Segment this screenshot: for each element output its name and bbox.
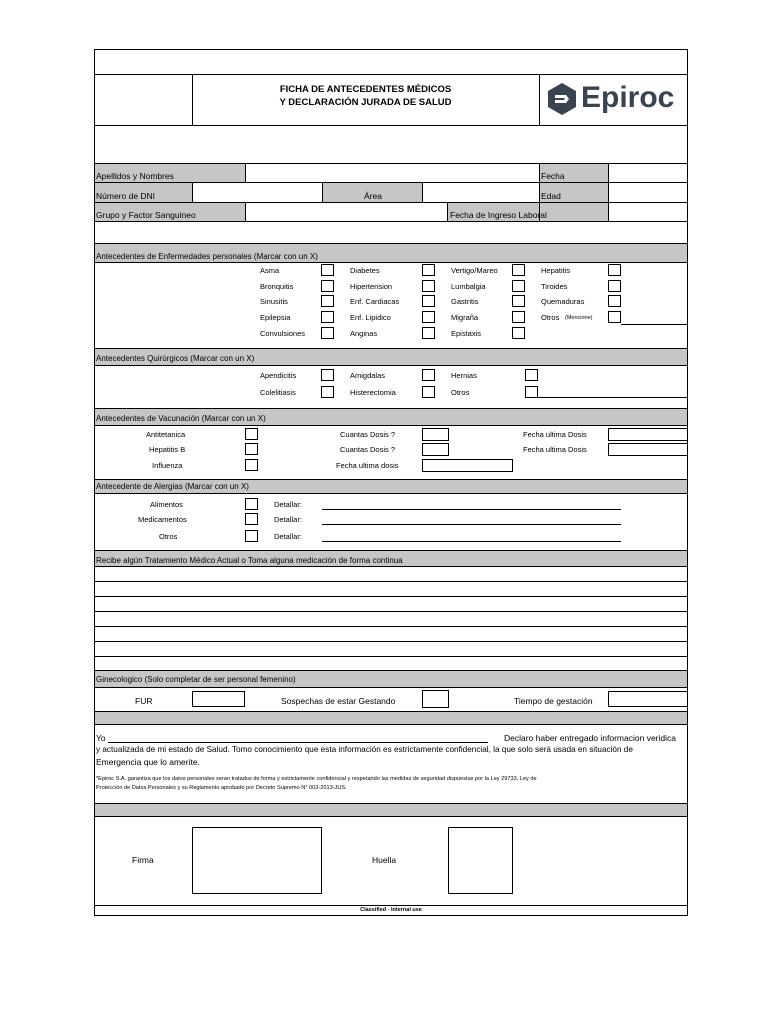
section-header-bg — [95, 712, 687, 724]
grupo-label: Grupo y Factor Sanguineo — [96, 210, 196, 220]
form-title-line2: Y DECLARACIÓN JURADA DE SALUD — [279, 97, 452, 108]
sospechas-checkbox[interactable] — [422, 690, 449, 708]
otros-enf-checkbox[interactable] — [608, 311, 621, 323]
quirurgicos-title: Antecedentes Quirúrgicos (Marcar con un X) — [96, 354, 255, 363]
area-field[interactable] — [423, 183, 538, 201]
legal-line1: *Epiroc S.A. garantiza que los datos personales seran tratados de forma y estrictamente confidencial y respetando las medidas de seguridad dispuestas por la Ley 29733, Ley de — [96, 776, 537, 782]
vaccine-label: Hepatitis B — [149, 445, 186, 454]
ingreso-label: Fecha de Ingreso Laboral — [450, 210, 547, 220]
anginas-checkbox[interactable] — [422, 327, 435, 339]
otros-quir-line[interactable] — [538, 397, 687, 398]
detallar-line[interactable] — [322, 541, 621, 542]
detallar-label: Detallar: — [274, 532, 302, 541]
edad-label: Edad — [541, 191, 561, 201]
fecha-field[interactable] — [609, 164, 687, 181]
section-header-bg — [95, 804, 687, 816]
huella-box[interactable] — [448, 827, 513, 894]
tratamiento-line[interactable] — [94, 611, 688, 612]
otros-quir-checkbox[interactable] — [525, 386, 538, 398]
surgery-label: Histerectomia — [350, 388, 396, 397]
tratamiento-line[interactable] — [94, 656, 688, 657]
firma-label: Firma — [132, 855, 154, 865]
disease-label: Enf. Cardiacas — [350, 297, 400, 306]
colelitiasis-checkbox[interactable] — [321, 386, 334, 398]
disease-label: Sinusitis — [260, 297, 288, 306]
section-line — [94, 262, 688, 263]
tratamiento-title: Recibe algún Tratamiento Médico Actual o Toma alguna medicación de forma continua — [96, 556, 403, 565]
disease-label: Anginas — [350, 329, 378, 338]
area-label: Área — [364, 191, 382, 201]
epilepsia-checkbox[interactable] — [321, 311, 334, 323]
allergy-label: Otros — [159, 532, 178, 541]
antitetanica-fecha-input[interactable] — [608, 428, 688, 441]
tiempo-input[interactable] — [608, 691, 688, 707]
header-divider-right — [539, 74, 540, 125]
convulsiones-checkbox[interactable] — [321, 327, 334, 339]
disease-label: Migraña — [451, 313, 479, 322]
lumbalgia-checkbox[interactable] — [512, 280, 525, 292]
fur-input[interactable] — [192, 691, 245, 707]
surgery-label: Apendicitis — [260, 371, 297, 380]
disease-label: Epilepsia — [260, 313, 291, 322]
sospechas-label: Sospechas de estar Gestando — [281, 696, 396, 706]
hepatitis-checkbox[interactable] — [608, 264, 621, 276]
row-line — [94, 182, 688, 183]
sinusitis-checkbox[interactable] — [321, 295, 334, 307]
histerectomia-checkbox[interactable] — [422, 386, 435, 398]
mencione-note: (Mencione) — [565, 315, 593, 321]
enfermedades-title: Antecedentes de Enfermedades personales (Marcar con un X) — [96, 252, 318, 261]
influenza-fecha-input[interactable] — [422, 459, 513, 472]
fur-label: FUR — [135, 696, 153, 706]
dni-label: Número de DNI — [96, 191, 156, 201]
edad-field[interactable] — [609, 183, 687, 201]
fecha-label: Fecha — [541, 171, 565, 181]
detallar-label: Detallar: — [274, 500, 302, 509]
ingreso-field[interactable] — [609, 203, 687, 220]
tratamiento-line[interactable] — [94, 626, 688, 627]
form-title-line1: FICHA DE ANTECEDENTES MÉDICOS — [279, 84, 452, 95]
disease-label: Hepatitis — [541, 266, 571, 275]
epiroc-logo — [543, 80, 685, 118]
disease-label: Hipertension — [350, 282, 393, 291]
alergias-title: Antecedente de Alergias (Marcar con un X) — [96, 482, 249, 491]
surgery-label: Otros — [451, 388, 470, 397]
allergy-label: Medicamentos — [138, 515, 187, 524]
disease-label: Otros — [541, 313, 560, 322]
epiroc-logo-icon — [544, 81, 580, 117]
tiempo-label: Tiempo de gestación — [514, 696, 593, 706]
header-bottom-line — [94, 125, 688, 126]
declaracion-line2: y actualizada de mi estado de Salud. Tomo conocimiento que esta información es estrictamente confidencial, la que solo será usada en situación de — [96, 745, 633, 754]
dosis-label: Cuantas Dosis ? — [340, 430, 396, 439]
migrana-checkbox[interactable] — [512, 311, 525, 323]
allergy-label: Alimentos — [150, 500, 183, 509]
section-line — [94, 566, 688, 567]
amigdalas-checkbox[interactable] — [422, 369, 435, 381]
hipertension-checkbox[interactable] — [422, 280, 435, 292]
enf-lipidico-checkbox[interactable] — [422, 311, 435, 323]
section-line — [94, 493, 688, 494]
cell-line — [322, 182, 323, 202]
tiroides-checkbox[interactable] — [608, 280, 621, 292]
disease-label: Convulsiones — [260, 329, 306, 338]
section-line — [94, 425, 688, 426]
header-top-line — [94, 74, 688, 75]
huella-label: Huella — [372, 855, 397, 865]
disease-label: Lumbalgia — [451, 282, 486, 291]
otros-line[interactable] — [621, 324, 687, 325]
section-line — [94, 816, 688, 817]
vaccine-label: Influenza — [152, 461, 183, 470]
ultima-dosis-label: Fecha ultima Dosis — [523, 430, 587, 439]
firma-box[interactable] — [192, 827, 322, 894]
logo-text: Epiroc — [581, 81, 675, 114]
disease-label: Asma — [260, 266, 280, 275]
nombres-label: Apellidos y Nombres — [96, 171, 174, 181]
nombres-field[interactable] — [246, 164, 538, 181]
nombre-declarante-line[interactable] — [108, 742, 488, 743]
dni-field[interactable] — [193, 183, 321, 201]
vacunacion-title: Antecedentes de Vacunación (Marcar con un X) — [96, 414, 266, 423]
ultima-dosis-label: Fecha ultima Dosis — [523, 445, 587, 454]
tratamiento-line[interactable] — [94, 581, 688, 582]
antitetanica-checkbox[interactable] — [245, 428, 258, 440]
tratamiento-line[interactable] — [94, 641, 688, 642]
disease-label: Bronquitis — [260, 282, 294, 291]
ginecologico-title: Ginecologico (Solo completar de ser personal femenino) — [96, 675, 296, 684]
epistaxis-checkbox[interactable] — [512, 327, 525, 339]
diabetes-checkbox[interactable] — [422, 264, 435, 276]
classification-label: Classified - Internal use — [360, 907, 422, 913]
disease-label: Epistaxis — [451, 329, 482, 338]
antitetanica-dosis-input[interactable] — [422, 428, 449, 441]
disease-label: Vertigo/Mareo — [451, 266, 498, 275]
asma-checkbox[interactable] — [321, 264, 334, 276]
medicamentos-checkbox[interactable] — [245, 513, 258, 525]
hernias-checkbox[interactable] — [525, 369, 538, 381]
gastritis-checkbox[interactable] — [512, 295, 525, 307]
disease-label: Enf. Lipidico — [350, 313, 391, 322]
otros-alergia-checkbox[interactable] — [245, 530, 258, 542]
detallar-line[interactable] — [322, 509, 621, 510]
dosis-label: Cuantas Dosis ? — [340, 445, 396, 454]
surgery-label: Hernias — [451, 371, 477, 380]
disease-label: Gastritis — [451, 297, 479, 306]
enf-cardiacas-checkbox[interactable] — [422, 295, 435, 307]
surgery-label: Amigdalas — [350, 371, 386, 380]
alimentos-checkbox[interactable] — [245, 498, 258, 510]
hepatitis-b-checkbox[interactable] — [245, 443, 258, 455]
detallar-label: Detallar: — [274, 515, 302, 524]
ultima-dosis-label: Fecha ultima dosis — [336, 461, 399, 470]
disease-label: Diabetes — [350, 266, 380, 275]
surgery-label: Colelitiasis — [260, 388, 296, 397]
section-line — [94, 724, 688, 725]
bronquitis-checkbox[interactable] — [321, 280, 334, 292]
cell-line — [447, 202, 448, 221]
quemaduras-checkbox[interactable] — [608, 295, 621, 307]
vaccine-label: Antitetanica — [146, 430, 186, 439]
grupo-field[interactable] — [246, 203, 446, 220]
section-line — [94, 365, 688, 366]
footer-line — [94, 905, 688, 906]
disease-label: Tiroides — [541, 282, 568, 291]
legal-line2: Protección de Datos Personales y su Reglamento aprobado por Decreto Supremo N° 003-2013-JUS. — [96, 785, 347, 791]
hepatitis-dosis-input[interactable] — [422, 443, 449, 456]
influenza-checkbox[interactable] — [245, 459, 258, 471]
vertigo-checkbox[interactable] — [512, 264, 525, 276]
apendicitis-checkbox[interactable] — [321, 369, 334, 381]
section-line — [94, 687, 688, 688]
tratamiento-line[interactable] — [94, 596, 688, 597]
declaracion-line3: Emergencia que lo amerite. — [96, 757, 200, 767]
disease-label: Quemaduras — [541, 297, 585, 306]
hepatitis-fecha-input[interactable] — [608, 443, 688, 456]
detallar-line[interactable] — [322, 524, 621, 525]
declaracion-line1: Declaro haber entregado informacion veridica — [504, 733, 676, 743]
row-line — [94, 221, 688, 222]
yo-label: Yo — [96, 733, 106, 743]
